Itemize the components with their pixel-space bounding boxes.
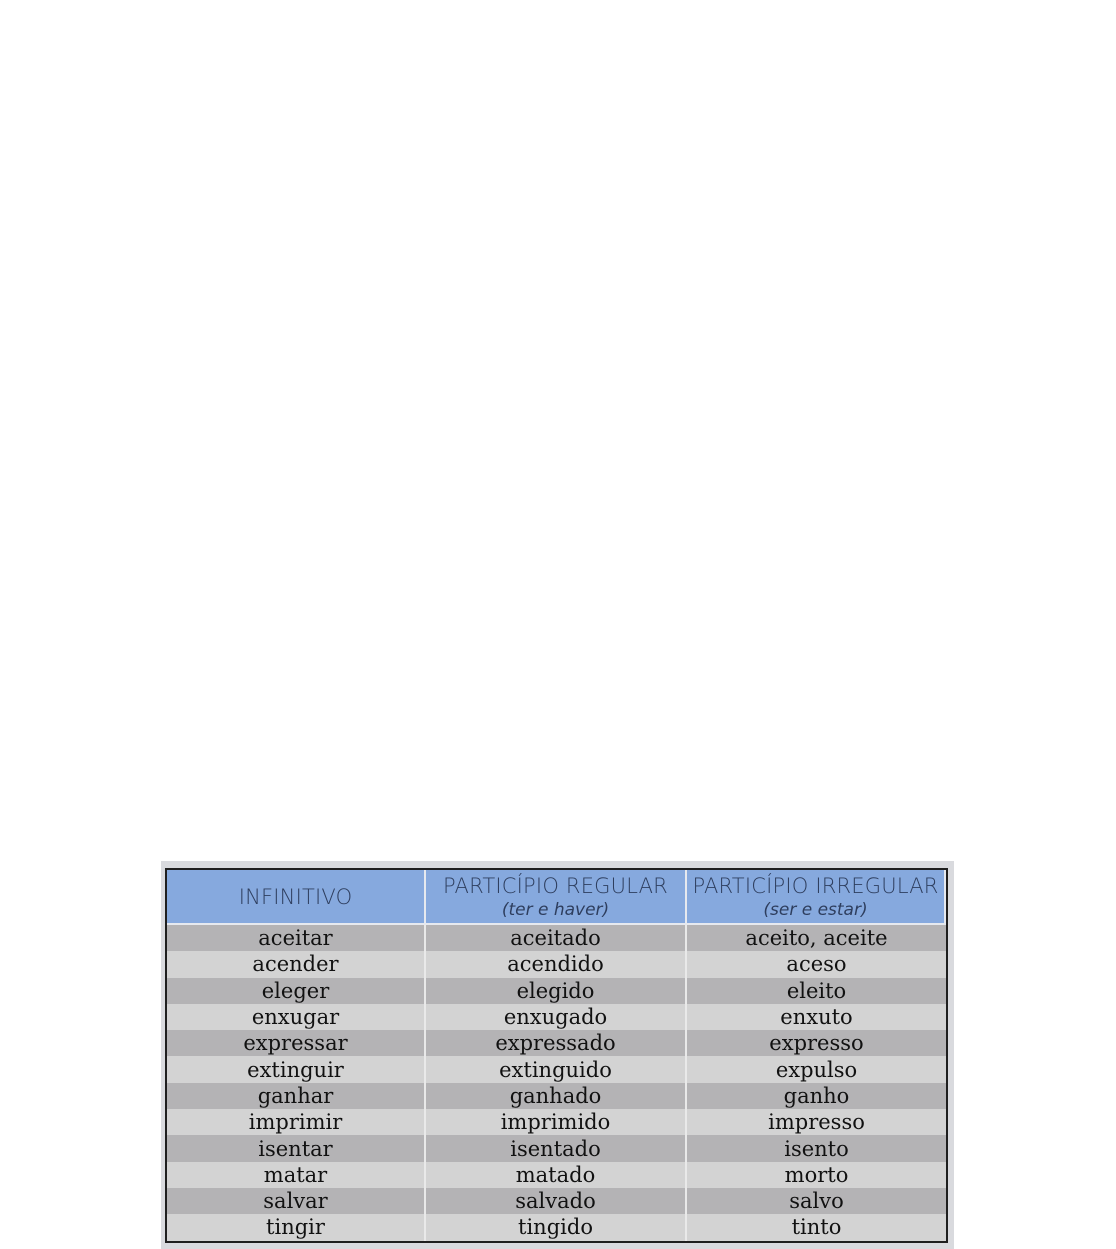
table-cell-regular: imprimido [426, 1109, 687, 1135]
table-cell-infinitivo: expressar [167, 1030, 426, 1056]
table-cell-infinitivo: salvar [167, 1188, 426, 1214]
table-cell-irregular: expresso [687, 1030, 946, 1056]
table-cell-infinitivo: enxugar [167, 1004, 426, 1030]
table-cell-irregular: enxuto [687, 1004, 946, 1030]
table-cell-infinitivo: eleger [167, 978, 426, 1004]
table-cell-infinitivo: tingir [167, 1214, 426, 1240]
header-participio-irregular-label: PARTICÍPIO IRREGULAR [692, 873, 939, 898]
table-cell-regular: matado [426, 1162, 687, 1188]
table-cell-regular: ganhado [426, 1083, 687, 1109]
table-cell-irregular: aceito, aceite [687, 925, 946, 951]
table-cell-regular: acendido [426, 951, 687, 977]
table-cell-irregular: ganho [687, 1083, 946, 1109]
header-participio-regular [426, 870, 687, 925]
table-cell-irregular: morto [687, 1162, 946, 1188]
table-cell-irregular: salvo [687, 1188, 946, 1214]
table-cell-irregular: expulso [687, 1056, 946, 1082]
table-cell-infinitivo: isentar [167, 1135, 426, 1161]
table-cell-irregular: isento [687, 1135, 946, 1161]
table-cell-regular: expressado [426, 1030, 687, 1056]
table-cell-regular: aceitado [426, 925, 687, 951]
header-infinitivo [167, 870, 426, 925]
table-cell-irregular: tinto [687, 1214, 946, 1240]
table-cell-infinitivo: matar [167, 1162, 426, 1188]
table-cell-infinitivo: acender [167, 951, 426, 977]
table-cell-regular: tingido [426, 1214, 687, 1240]
table-cell-infinitivo: aceitar [167, 925, 426, 951]
table-cell-regular: enxugado [426, 1004, 687, 1030]
table-cell-regular: salvado [426, 1188, 687, 1214]
header-participio-irregular-note: (ser e estar) [763, 899, 868, 920]
participle-table-frame [161, 861, 954, 1249]
table-cell-infinitivo: imprimir [167, 1109, 426, 1135]
header-participio-irregular [687, 870, 946, 925]
table-cell-irregular: impresso [687, 1109, 946, 1135]
participle-table [165, 868, 948, 1243]
header-participio-regular-label: PARTICÍPIO REGULAR [443, 873, 668, 898]
table-cell-regular: elegido [426, 978, 687, 1004]
table-cell-irregular: aceso [687, 951, 946, 977]
table-cell-infinitivo: ganhar [167, 1083, 426, 1109]
table-cell-regular: extinguido [426, 1056, 687, 1082]
table-cell-irregular: eleito [687, 978, 946, 1004]
table-cell-infinitivo: extinguir [167, 1056, 426, 1082]
header-participio-regular-note: (ter e haver) [501, 899, 610, 920]
table-cell-regular: isentado [426, 1135, 687, 1161]
header-infinitivo-label: INFINITIVO [238, 884, 353, 909]
